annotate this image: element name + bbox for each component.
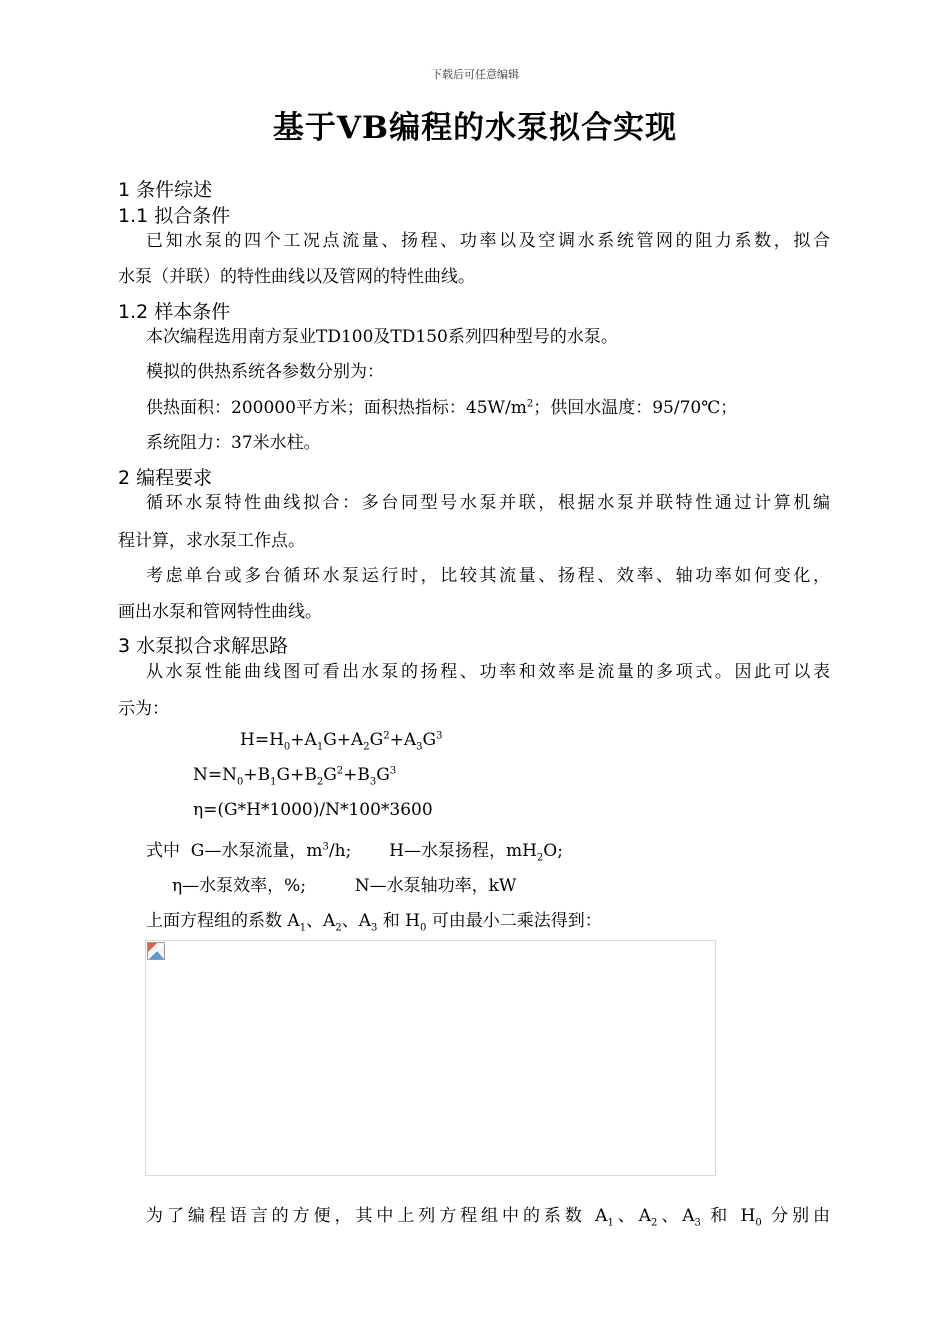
last-text-pre: 为了编程语言的方便，其中上列方程组中的系数 (146, 1206, 586, 1226)
paragraph-requirements-1a: 循环水泵特性曲线拟合：多台同型号水泵并联，根据水泵并联特性通过计算机编 (146, 493, 830, 513)
coefficient-sentence: 上面方程组的系数 $A_1$、$A_2$、$A_3$ 和 $H_0$ 可由最小二乘法得到： (146, 911, 602, 934)
defs-sub: 2 (536, 852, 544, 864)
coef-text-pre: 上面方程组的系数 (146, 911, 282, 931)
paragraph-heating-data (146, 393, 737, 418)
variable-definitions-2: η—水泵效率，%; N—水泵轴功率，kW (172, 876, 517, 896)
paragraph-pump-models: 本次编程选用南方泵业TD100及TD150系列四种型号的水泵。 (146, 327, 618, 347)
heating-data-sup: 2 (526, 398, 534, 410)
equation-efficiency: η=(G*H*1000)/N*100*3600 (193, 800, 433, 820)
document-title: 基于VB编程的水泵拟合实现 (272, 110, 678, 146)
paragraph-programming-note: 为了编程语言的方便，其中上列方程组中的系数 $A_1$、$A_2$、$A_3$ 和 $H_0$ 分别由 (146, 1206, 831, 1229)
heating-data-text: 供热面积：200000平方米；面积热指标：45W/m (146, 398, 527, 418)
defs-text-1: 式中 G—水泵流量，m (146, 841, 323, 861)
paragraph-resistance: 系统阻力：37米水柱。 (146, 433, 321, 453)
missing-image-frame (145, 940, 716, 1176)
section-heading-2: 2 编程要求 (118, 467, 213, 489)
variable-definitions-1 (146, 836, 563, 864)
paragraph-requirements-2a: 考虑单台或多台循环水泵运行时，比较其流量、扬程、效率、轴功率如何变化， (146, 566, 830, 586)
heating-data-text-2: ；供回水温度：95/70℃； (533, 398, 738, 418)
section-heading-1-1: 1.1 拟合条件 (118, 205, 231, 227)
paragraph-fit-conditions-line1: 已知水泵的四个工况点流量、扬程、功率以及空调水系统管网的阻力系数，拟合 (146, 231, 830, 251)
equation-power: $N=N_0+B_1G+B_2G^2+B_3G^3$ (193, 765, 397, 788)
paragraph-requirements-1b: 程计算，求水泵工作点。 (118, 531, 305, 551)
coef-text-post: 可由最小二乘法得到： (431, 911, 602, 931)
defs-text-3: O; (543, 841, 563, 861)
defs-text-2: /h; H—水泵扬程，mH (328, 841, 537, 861)
paragraph-requirements-2b: 画出水泵和管网特性曲线。 (118, 602, 322, 622)
page-header: 下载后可任意编辑 (431, 68, 519, 81)
paragraph-approach-b: 示为： (118, 699, 169, 719)
defs-sup: 3 (322, 841, 329, 853)
section-heading-1: 1 条件综述 (118, 179, 213, 201)
paragraph-fit-conditions-line2: 水泵（并联）的特性曲线以及管网的特性曲线。 (118, 267, 475, 287)
paragraph-system-params: 模拟的供热系统各参数分别为： (146, 362, 384, 382)
paragraph-approach-a: 从水泵性能曲线图可看出水泵的扬程、功率和效率是流量的多项式。因此可以表 (146, 662, 830, 682)
last-text-post: 分别由 (771, 1206, 831, 1226)
section-heading-3: 3 水泵拟合求解思路 (118, 635, 289, 657)
broken-image-icon (147, 942, 165, 960)
section-heading-1-2: 1.2 样本条件 (118, 301, 231, 323)
equation-head: $H=H_0+A_1G+A_2G^2+A_3G^3$ (240, 730, 443, 753)
